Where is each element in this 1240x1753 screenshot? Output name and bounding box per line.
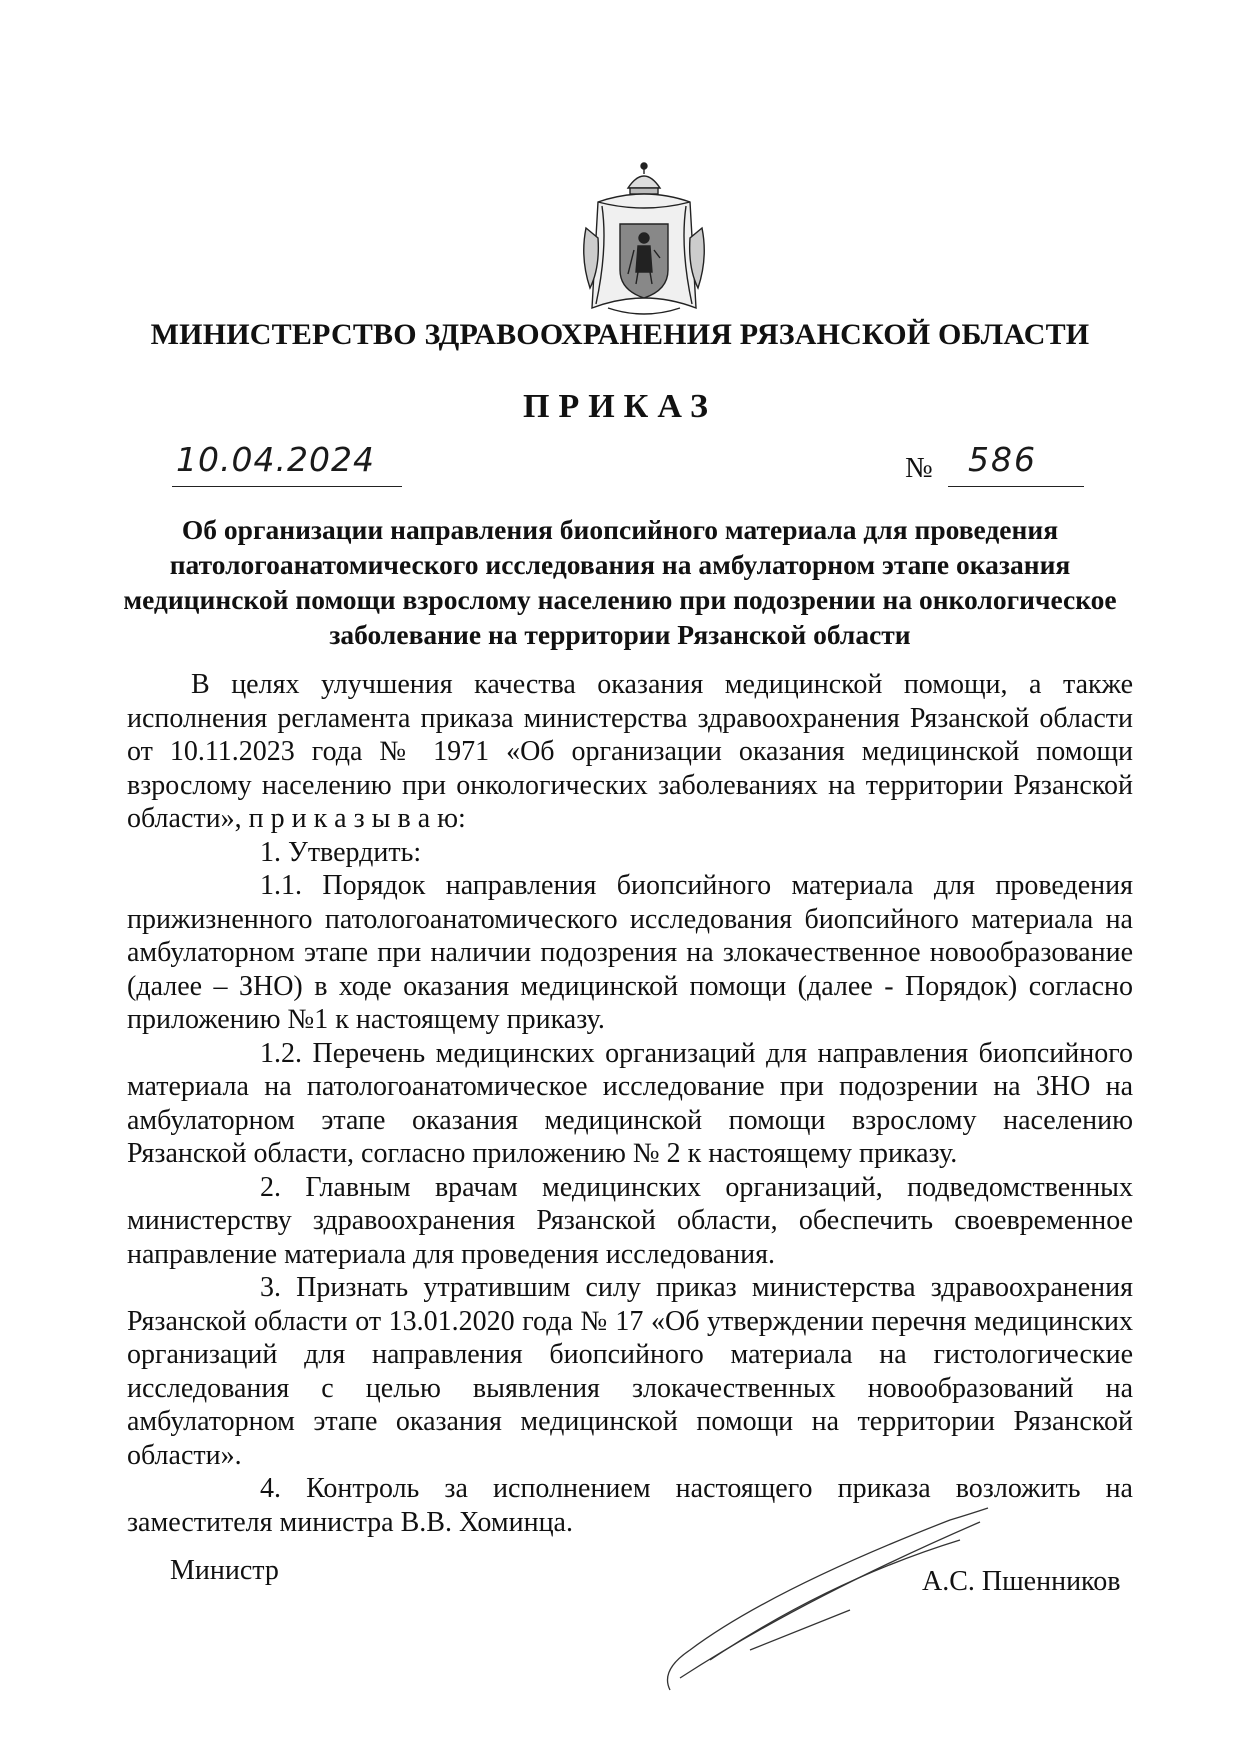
ministry-name: МИНИСТЕРСТВО ЗДРАВООХРАНЕНИЯ РЯЗАНСКОЙ ОБЛАСТИ: [150, 318, 1090, 351]
document-number: 586: [968, 440, 1037, 479]
intro-paragraph: [127, 668, 1133, 836]
ryazan-coat-of-arms-icon: [578, 158, 710, 320]
document-body: [127, 668, 1133, 1539]
paragraph-4: 4. Контроль за исполнением настоящего приказа возложить на заместителя министра В.В. Хоминца.: [127, 1473, 1133, 1538]
paragraph-3: 3. Признать утратившим силу приказ министерства здравоохранения Рязанской области от 13.01.2020 года № 17 «Об утверждении перечня медицинских организаций для направления биопсийного материала на гистологические исследования с целью выявления злокачественных новообразований на амбулаторном этапе оказания медицинской помощи на территории Рязанской области».: [127, 1272, 1133, 1471]
document-date: 10.04.2024: [176, 440, 375, 479]
paragraph-1-2: 1.2. Перечень медицинских организаций для направления биопсийного материала на патологоанатомическое исследование при подозрении на ЗНО на амбулаторном этапе оказания медицинской помощи взрослому населению Рязанской области, согласно приложению № 2 к настоящему приказу.: [127, 1037, 1133, 1169]
order-word: п р и к а з ы в а ю:: [248, 803, 466, 834]
signatory-position: Министр: [170, 1555, 279, 1586]
handwritten-signature: [650, 1500, 1010, 1700]
number-sign: №: [905, 452, 933, 484]
document-subject: Об организации направления биопсийного материала для проведения патологоанатомического исследования на амбулаторном этапе оказания медицинской помощи взрослому населению при подозрении на онкологическое заболевание на территории Рязанской области: [123, 514, 1117, 650]
paragraph-2: 2. Главным врачам медицинских организаций, подведомственных министерству здравоохранения Рязанской области, обеспечить своевременное направление материала для проведения исследования.: [127, 1171, 1133, 1270]
intro-text: В целях улучшения качества оказания медицинской помощи, а также исполнения регламента приказа министерства здравоохранения Рязанской области от 10.11.2023 года № 1971 «Об организации оказания медицинской помощи взрослому населению при онкологических заболеваниях на территории Рязанской области»,: [127, 669, 1133, 834]
paragraph-1-1: 1.1. Порядок направления биопсийного материала для проведения прижизненного патологоанатомического исследования биопсийного материала на амбулаторном этапе при наличии подозрения на злокачественное новообразование (далее – ЗНО) в ходе оказания медицинской помощи (далее - Порядок) согласно приложению №1 к настоящему приказу.: [127, 870, 1133, 1035]
paragraph-1: 1. Утвердить:: [260, 836, 422, 868]
signatory-name: А.С. Пшенников: [922, 1566, 1121, 1597]
document-type: ПРИКАЗ: [523, 388, 717, 425]
